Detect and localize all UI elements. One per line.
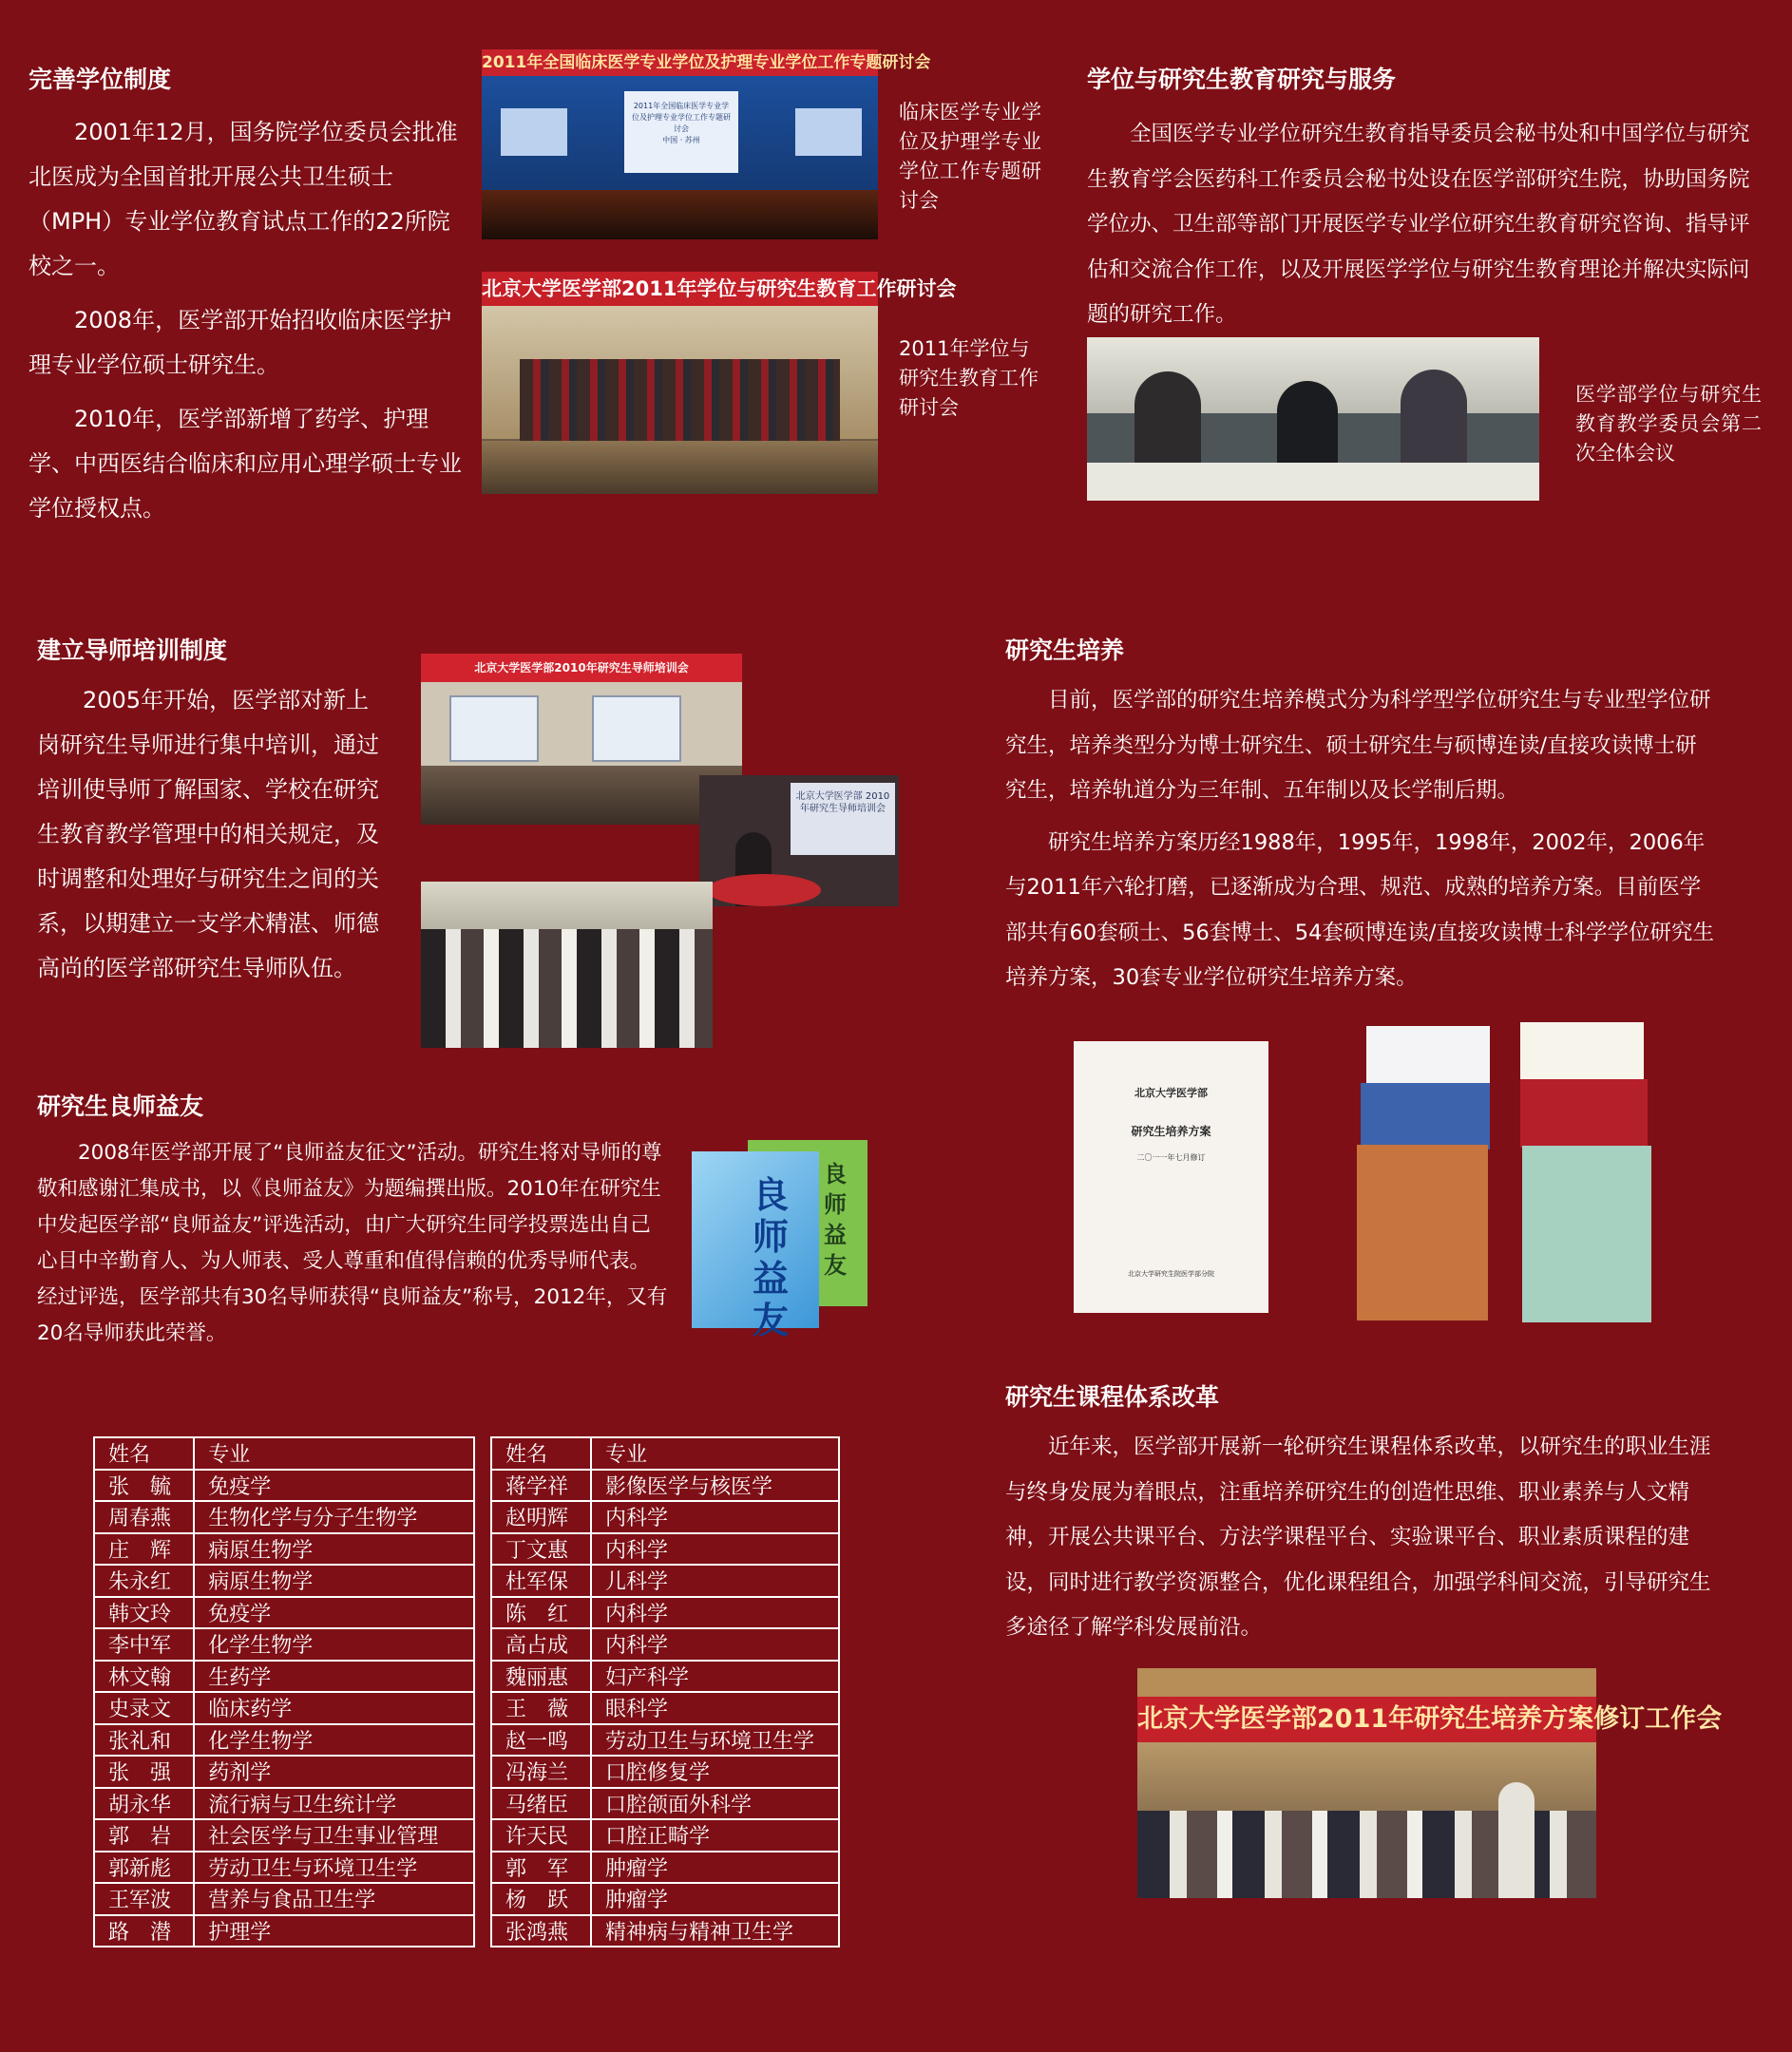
mentor-training-photo-3 [421, 882, 713, 1048]
mentor-major: 化学生物学 [194, 1628, 474, 1661]
mentor-name: 韩文玲 [94, 1597, 194, 1629]
mentor-major: 肿瘤学 [591, 1852, 839, 1884]
table-row [491, 1501, 839, 1533]
screen-subtext: 中国 · 苏州 [662, 136, 700, 144]
table-row [491, 1692, 839, 1724]
mentor-name: 王 薇 [491, 1692, 591, 1724]
committee-meeting-photo [1087, 337, 1539, 501]
mentor-name: 陈 红 [491, 1597, 591, 1629]
mentor-name: 马绪臣 [491, 1788, 591, 1820]
curriculum-text: 近年来，医学部开展新一轮研究生课程体系改革，以研究生的职业生涯与终身发展为着眼点，注重培养研究生的创造性思维、职业素养与人文精神，开展公共课平台、方法学课程平台、实验课平台、职业素质课程的建设，同时进行教学资源整合，优化课程组合，加强学科间交流，引导研究生多途径了解学科发展前沿。 [1005, 1434, 1711, 1640]
photo-caption: 2011年学位与研究生教育工作研讨会 [899, 337, 1039, 419]
table-row [94, 1915, 474, 1948]
mentor-major: 流行病与卫生统计学 [194, 1788, 474, 1820]
mentor-training-text: 2005年开始，医学部对新上岗研究生导师进行集中培训，通过培训使导师了解国家、学校在研究生教育教学管理中的相关规定，及时调整和处理好与研究生之间的关系，以期建立一支学术精湛、师德高尚的医学部研究生导师队伍。 [37, 687, 379, 981]
mentor-major: 影像医学与核医学 [591, 1470, 839, 1502]
book-front-cover [692, 1151, 819, 1341]
mentor-major: 社会医学与卫生事业管理 [194, 1819, 474, 1852]
mentor-name: 丁文惠 [491, 1533, 591, 1566]
table-row [491, 1756, 839, 1788]
table-row [94, 1533, 474, 1566]
photo-caption: 临床医学专业学位及护理学专业学位工作专题研讨会 [899, 101, 1041, 212]
table-row [94, 1628, 474, 1661]
mentor-name: 周春燕 [94, 1501, 194, 1533]
header-name: 姓名 [94, 1437, 194, 1470]
degree-system-text [29, 110, 464, 531]
mentor-table-right [490, 1436, 840, 1948]
table-row [491, 1565, 839, 1597]
mentor-major: 内科学 [591, 1628, 839, 1661]
table-row [94, 1597, 474, 1629]
table-row [94, 1852, 474, 1884]
mentor-name: 郭新彪 [94, 1852, 194, 1884]
conference-photo [482, 49, 931, 239]
mentor-name: 许天民 [491, 1819, 591, 1852]
photo-banner: 北京大学医学部2011年学位与研究生教育工作研讨会 [482, 272, 878, 306]
table-row [94, 1883, 474, 1915]
section-title-research-service: 学位与研究生教育研究与服务 [1087, 66, 1397, 93]
section-title-curriculum: 研究生课程体系改革 [1005, 1383, 1220, 1411]
table-header-row [94, 1437, 474, 1470]
curriculum-meeting-photo [1137, 1668, 1723, 1898]
section-title-mentor-training: 建立导师培训制度 [37, 636, 228, 664]
table-row [491, 1819, 839, 1852]
mentor-name: 杜军保 [491, 1565, 591, 1597]
screen-text: 北京大学医学部 2010年研究生导师培训会 [791, 783, 895, 855]
mentor-major: 眼科学 [591, 1692, 839, 1724]
table-row [94, 1565, 474, 1597]
mentor-major: 免疫学 [194, 1597, 474, 1629]
mentor-major: 病原生物学 [194, 1533, 474, 1566]
table-row [94, 1756, 474, 1788]
table-row [491, 1628, 839, 1661]
booklet [1520, 1079, 1648, 1148]
mentor-major: 口腔修复学 [591, 1756, 839, 1788]
training-plan-document [1074, 1041, 1268, 1313]
booklet [1361, 1083, 1490, 1150]
mentor-major: 内科学 [591, 1597, 839, 1629]
mentor-name: 路 潜 [94, 1915, 194, 1948]
paragraph: 2010年，医学部新增了药学、护理学、中西医结合临床和应用心理学硕士专业学位授权点。 [29, 406, 462, 522]
good-mentor-text: 2008年医学部开展了“良师益友征文”活动。研究生将对导师的尊敬和感谢汇集成书，以《良师益友》为题编撰出版。2010年在研究生中发起医学部“良师益友”评选活动，由广大研究生同学投票选出自己心目中辛勤育人、为人师表、受人尊重和值得信赖的优秀导师代表。经过评选，医学部共有30名导师获得“良师益友”称号，2012年，又有20名导师获此荣誉。 [37, 1141, 668, 1345]
table-row [491, 1883, 839, 1915]
header-major: 专业 [194, 1437, 474, 1470]
table-row [491, 1470, 839, 1502]
mentor-major: 劳动卫生与环境卫生学 [591, 1724, 839, 1757]
header-major: 专业 [591, 1437, 839, 1470]
mentor-major: 内科学 [591, 1501, 839, 1533]
paragraph: 2008年，医学部开始招收临床医学护理专业学位硕士研究生。 [29, 307, 452, 378]
section-title-training: 研究生培养 [1005, 636, 1125, 664]
mentor-major: 肿瘤学 [591, 1883, 839, 1915]
mentor-name: 杨 跃 [491, 1883, 591, 1915]
mentor-name: 庄 辉 [94, 1533, 194, 1566]
document-date: 二〇一一年七月修订 [1136, 1153, 1206, 1162]
paragraph: 目前，医学部的研究生培养模式分为科学型学位研究生与专业型学位研究生，培养类型分为博士研究生、硕士研究生与硕博连读/直接攻读博士研究生，培养轨道分为三年制、五年制以及长学制后期。 [1005, 688, 1711, 803]
mentor-name: 张 强 [94, 1756, 194, 1788]
table-row [94, 1819, 474, 1852]
research-service-text: 全国医学专业学位研究生教育指导委员会秘书处和中国学位与研究生教育学会医药科工作委员会秘书处设在医学部研究生院，协助国务院学位办、卫生部等部门开展医学专业学位研究生教育研究咨询、指导评估和交流合作工作，以及开展医学学位与研究生教育理论并解决实际问题的研究工作。 [1087, 122, 1750, 327]
table-row [491, 1852, 839, 1884]
mentor-major: 病原生物学 [194, 1565, 474, 1597]
mentor-name: 高占成 [491, 1628, 591, 1661]
mentor-major: 儿科学 [591, 1565, 839, 1597]
projector-screen [624, 91, 738, 173]
mentor-major: 妇产科学 [591, 1661, 839, 1693]
mentor-major: 内科学 [591, 1533, 839, 1566]
mentor-major: 口腔正畸学 [591, 1819, 839, 1852]
mentor-major: 药剂学 [194, 1756, 474, 1788]
table-row [94, 1661, 474, 1693]
table-row [94, 1692, 474, 1724]
document-org: 北京大学医学部 [1134, 1087, 1208, 1099]
table-row [491, 1661, 839, 1693]
mentor-name: 王军波 [94, 1883, 194, 1915]
mentor-name: 魏丽惠 [491, 1661, 591, 1693]
mentor-major: 临床药学 [194, 1692, 474, 1724]
mentor-major: 口腔颌面外科学 [591, 1788, 839, 1820]
header-name: 姓名 [491, 1437, 591, 1470]
mentor-major: 生物化学与分子生物学 [194, 1501, 474, 1533]
mentor-name: 李中军 [94, 1628, 194, 1661]
mentor-name: 郭 岩 [94, 1819, 194, 1852]
mentor-name: 史录文 [94, 1692, 194, 1724]
mentor-name: 蒋学祥 [491, 1470, 591, 1502]
mentor-name: 胡永华 [94, 1788, 194, 1820]
paragraph: 2001年12月，国务院学位委员会批准北医成为全国首批开展公共卫生硕士（MPH）专业学位教育试点工作的22所院校之一。 [29, 119, 458, 279]
photo-banner: 北京大学医学部2010年研究生导师培训会 [421, 654, 742, 682]
mentor-table-left [93, 1436, 475, 1948]
mentor-name: 张鸿燕 [491, 1915, 591, 1948]
paragraph: 研究生培养方案历经1988年，1995年，1998年，2002年，2006年与2011年六轮打磨，已逐渐成为合理、规范、成熟的培养方案。目前医学部共有60套硕士、56套博士、54套硕博连读/直接攻读博士科学学位研究生培养方案，30套专业学位研究生培养方案。 [1005, 829, 1714, 990]
mentor-major: 免疫学 [194, 1470, 474, 1502]
table-row [94, 1724, 474, 1757]
mentor-name: 冯海兰 [491, 1756, 591, 1788]
mentor-major: 护理学 [194, 1915, 474, 1948]
table-row [491, 1724, 839, 1757]
mentor-major: 精神病与精神卫生学 [591, 1915, 839, 1948]
table-row [94, 1788, 474, 1820]
table-row [491, 1788, 839, 1820]
mentor-major: 化学生物学 [194, 1724, 474, 1757]
photo-caption: 医学部学位与研究生教育教学委员会第二次全体会议 [1575, 383, 1762, 465]
section-title-good-mentor: 研究生良师益友 [37, 1092, 204, 1120]
document-title: 研究生培养方案 [1131, 1125, 1211, 1138]
book-title: 良师益友 [753, 1174, 790, 1341]
mentor-name: 赵明辉 [491, 1501, 591, 1533]
section-title-degree-system: 完善学位制度 [29, 66, 172, 93]
book-title: 良师益友 [824, 1161, 847, 1279]
mentor-name: 朱永红 [94, 1565, 194, 1597]
mentor-name: 张 毓 [94, 1470, 194, 1502]
table-row [491, 1597, 839, 1629]
table-header-row [491, 1437, 839, 1470]
table-row [94, 1470, 474, 1502]
table-row [491, 1915, 839, 1948]
mentor-major: 营养与食品卫生学 [194, 1883, 474, 1915]
mentor-name: 张礼和 [94, 1724, 194, 1757]
document-footer: 北京大学研究生院医学部分院 [1128, 1270, 1214, 1278]
photo-banner: 北京大学医学部2011年研究生培养方案修订工作会 [1137, 1697, 1596, 1742]
mentor-name: 林文翰 [94, 1661, 194, 1693]
booklet [1357, 1145, 1488, 1320]
booklet [1520, 1022, 1644, 1081]
table-row [94, 1501, 474, 1533]
mentor-name: 郭 军 [491, 1852, 591, 1884]
mentor-training-photo-2 [699, 775, 899, 906]
group-photo [482, 272, 957, 494]
table-row [491, 1533, 839, 1566]
mentor-major: 生药学 [194, 1661, 474, 1693]
mentor-name: 赵一鸣 [491, 1724, 591, 1757]
mentor-training-photo-1 [421, 654, 742, 825]
photo-banner: 2011年全国临床医学专业学位及护理专业学位工作专题研讨会 [482, 49, 878, 76]
training-text [1005, 678, 1714, 1001]
screen-text: 2011年全国临床医学专业学位及护理专业学位工作专题研讨会 [632, 102, 731, 133]
mentor-major: 劳动卫生与环境卫生学 [194, 1852, 474, 1884]
booklet [1522, 1146, 1651, 1322]
